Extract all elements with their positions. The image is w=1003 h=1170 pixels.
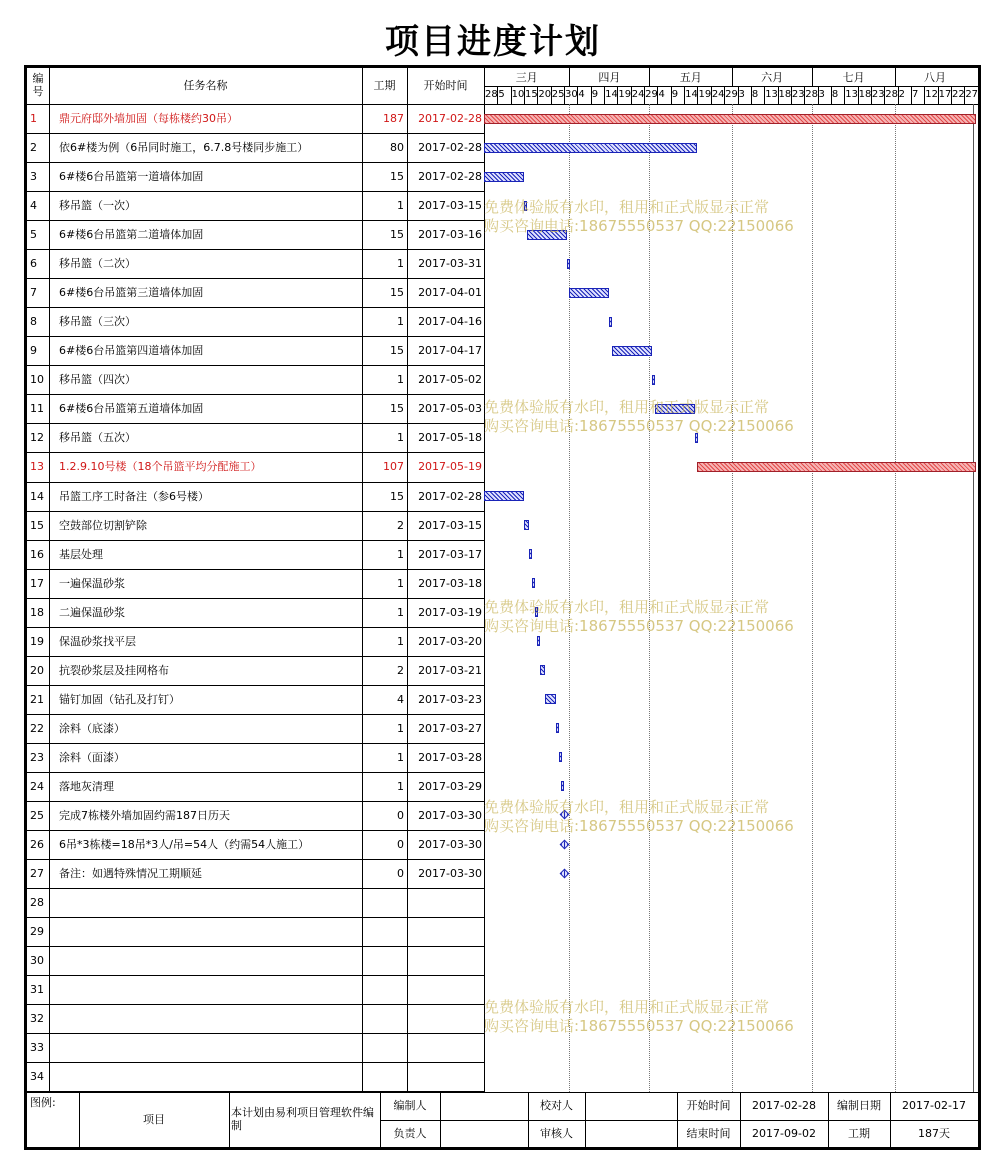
task-id: 21 <box>30 692 44 706</box>
gantt-bar <box>545 694 556 704</box>
task-start: 2017-03-18 <box>418 576 482 590</box>
task-duration: 1 <box>397 431 404 445</box>
date-value: 2017-02-17 <box>902 1099 966 1112</box>
gantt-bar <box>612 346 652 356</box>
compiler-label: 编制人 <box>393 1099 427 1112</box>
task-duration: 1 <box>397 634 404 648</box>
tick-divider <box>724 86 725 104</box>
task-name: 移吊篮（四次） <box>59 373 136 387</box>
task-name: 6#楼6台吊篮第一道墙体加固 <box>59 170 204 184</box>
task-start <box>407 975 482 1004</box>
task-duration: 4 <box>397 692 404 706</box>
tick-divider <box>751 86 752 104</box>
tick-divider <box>791 86 792 104</box>
watermark-line2: 购买咨询电话:18675550537 QQ:22150066 <box>484 817 794 835</box>
tick-label: 22 <box>951 89 965 100</box>
task-name: 移吊篮（一次） <box>59 199 136 213</box>
task-id: 5 <box>30 228 37 242</box>
tick-divider <box>671 86 672 104</box>
task-duration: 1 <box>397 315 404 329</box>
task-duration: 1 <box>397 605 404 619</box>
tick-divider <box>778 86 779 104</box>
tick-divider <box>511 86 512 104</box>
legend-item: 项目 <box>143 1113 165 1126</box>
footer-divider <box>229 1092 230 1147</box>
tick-label: 5 <box>498 89 505 100</box>
tick-divider <box>644 86 645 104</box>
tick-label: 19 <box>698 89 712 100</box>
task-start: 2017-02-28 <box>418 112 482 125</box>
tick-divider <box>631 86 632 104</box>
duration-value: 187天 <box>918 1127 950 1140</box>
tick-label: 18 <box>778 89 792 100</box>
month-gridline <box>732 104 733 1092</box>
tick-label: 8 <box>751 89 759 100</box>
task-id: 20 <box>30 663 44 677</box>
task-name: 保温砂浆找平层 <box>59 634 136 648</box>
task-name <box>59 1062 360 1091</box>
gantt-bar <box>484 143 697 153</box>
month-divider <box>812 68 813 86</box>
tick-divider <box>858 86 859 104</box>
tick-label: 25 <box>551 89 565 100</box>
tick-label: 18 <box>858 89 872 100</box>
task-name: 6#楼6台吊篮第二道墙体加固 <box>59 228 204 242</box>
tick-divider <box>764 86 765 104</box>
task-duration <box>362 1004 404 1033</box>
task-name <box>59 1033 360 1062</box>
tick-divider <box>551 86 552 104</box>
tick-divider <box>497 86 498 104</box>
tick-label: 14 <box>605 89 618 100</box>
tick-divider <box>884 86 885 104</box>
task-name <box>59 946 360 975</box>
tick-divider <box>844 86 845 104</box>
gantt-bar <box>697 462 976 472</box>
tick-label: 27 <box>965 89 979 100</box>
task-start: 2017-03-27 <box>418 721 482 735</box>
month-gridline <box>649 104 650 1092</box>
task-id: 8 <box>30 315 37 329</box>
tick-label: 12 <box>925 89 939 100</box>
tick-label: 3 <box>738 89 745 100</box>
tick-label: 23 <box>791 89 805 100</box>
task-id: 30 <box>30 954 44 968</box>
tick-divider <box>738 86 739 104</box>
task-start: 2017-05-19 <box>418 460 482 474</box>
task-start: 2017-03-20 <box>418 634 482 648</box>
tick-label: 28 <box>805 89 818 100</box>
tick-divider <box>564 86 565 104</box>
month-label: 三月 <box>515 71 538 84</box>
software-note: 本计划由易利项目管理软件编制 <box>231 1106 374 1132</box>
tick-label: 29 <box>725 89 738 100</box>
tick-divider <box>617 86 618 104</box>
task-duration: 1 <box>397 199 404 213</box>
task-id: 27 <box>30 867 44 881</box>
gantt-bar <box>559 752 562 762</box>
watermark-line2: 购买咨询电话:18675550537 QQ:22150066 <box>484 417 794 435</box>
task-start <box>407 1062 482 1091</box>
tick-label: 9 <box>671 89 679 100</box>
task-name: 6吊*3栋楼=18吊*3人/吊=54人（约需54人施工） <box>59 838 310 851</box>
task-name: 空鼓部位切割铲除 <box>59 518 147 532</box>
task-start: 2017-03-16 <box>418 228 482 242</box>
task-start <box>407 1033 482 1062</box>
tick-label: 20 <box>538 89 552 100</box>
tick-divider <box>684 86 685 104</box>
task-duration <box>362 1062 404 1091</box>
tick-divider <box>697 86 698 104</box>
gantt-bar <box>569 288 609 298</box>
task-duration: 2 <box>397 518 404 532</box>
gantt-bar <box>524 201 527 211</box>
task-start: 2017-05-03 <box>418 402 482 416</box>
task-duration <box>362 1033 404 1062</box>
task-start <box>407 1004 482 1033</box>
tick-label: 19 <box>618 89 632 100</box>
gantt-bar <box>655 404 695 414</box>
task-name: 落地灰清理 <box>59 779 114 793</box>
task-id: 23 <box>30 750 44 764</box>
date-label: 编制日期 <box>837 1099 881 1112</box>
gantt-bar <box>652 375 655 385</box>
footer-divider <box>440 1092 441 1147</box>
task-duration: 15 <box>390 170 404 184</box>
tick-label: 10 <box>511 89 525 100</box>
task-id: 14 <box>30 489 44 503</box>
task-name <box>59 1004 360 1033</box>
tick-divider <box>871 86 872 104</box>
task-name: 6#楼6台吊篮第三道墙体加固 <box>59 286 204 300</box>
tick-divider <box>591 86 592 104</box>
page-title: 项目进度计划 <box>385 22 601 62</box>
header-dur: 工期 <box>373 79 396 92</box>
task-name: 6#楼6台吊篮第五道墙体加固 <box>59 402 204 416</box>
gantt-bar <box>524 520 529 530</box>
task-duration: 1 <box>397 576 404 590</box>
gantt-bar <box>609 317 612 327</box>
task-id: 24 <box>30 779 44 793</box>
month-label: 六月 <box>761 71 784 84</box>
end-value: 2017-09-02 <box>752 1127 816 1140</box>
task-duration: 1 <box>397 721 404 735</box>
start-value: 2017-02-28 <box>752 1099 816 1112</box>
task-id: 28 <box>30 896 44 910</box>
task-id: 10 <box>30 373 44 387</box>
gantt-bar <box>484 491 524 501</box>
tick-divider <box>537 86 538 104</box>
end-label: 结束时间 <box>686 1127 731 1140</box>
tick-label: 4 <box>578 89 585 100</box>
tick-label: 23 <box>871 89 885 100</box>
task-start: 2017-05-02 <box>418 373 482 387</box>
task-id: 34 <box>30 1070 44 1084</box>
task-name: 锚钉加固（钻孔及打钉） <box>59 692 180 706</box>
tick-label: 13 <box>845 89 858 100</box>
gantt-bar <box>529 549 532 559</box>
tick-divider <box>911 86 912 104</box>
task-name: 一遍保温砂浆 <box>59 576 125 590</box>
watermark-line1: 免费体验版有水印，租用和正式版显示正常 <box>484 598 770 616</box>
task-id: 22 <box>30 721 44 735</box>
task-name: 移吊篮（三次） <box>59 315 136 329</box>
task-id: 7 <box>30 286 37 300</box>
header-name: 任务名称 <box>183 79 228 92</box>
task-start: 2017-03-30 <box>418 867 482 881</box>
task-start: 2017-05-18 <box>418 431 482 445</box>
task-start <box>407 946 482 975</box>
tick-label: 8 <box>831 89 839 100</box>
legend-label: 图例: <box>30 1096 56 1109</box>
header-idx: 编号 <box>32 72 44 98</box>
task-start: 2017-03-31 <box>418 257 482 271</box>
month-divider <box>649 68 650 86</box>
task-name: 涂料（面漆） <box>59 750 125 764</box>
tick-divider <box>524 86 525 104</box>
task-duration: 1 <box>397 547 404 561</box>
task-id: 16 <box>30 547 44 561</box>
tick-label: 15 <box>525 89 538 100</box>
owner-label: 负责人 <box>393 1127 427 1140</box>
checker-label: 校对人 <box>540 1099 573 1112</box>
task-id: 29 <box>30 925 44 939</box>
task-name: 依6#楼为例（6吊同时施工，6.7.8号楼同步施工） <box>59 141 309 155</box>
task-name <box>59 917 360 946</box>
tick-label: 29 <box>645 89 658 100</box>
task-duration <box>362 975 404 1004</box>
task-duration: 0 <box>397 808 404 822</box>
task-duration: 15 <box>390 344 404 358</box>
task-duration: 1 <box>397 750 404 764</box>
task-id: 31 <box>30 983 44 997</box>
task-start: 2017-03-17 <box>418 547 482 561</box>
tick-label: 28 <box>885 89 898 100</box>
task-id: 25 <box>30 808 44 822</box>
tick-divider <box>951 86 952 104</box>
tick-label: 28 <box>485 89 498 100</box>
task-name: 完成7栋楼外墙加固约需187日历天 <box>59 808 230 822</box>
task-id: 33 <box>30 1041 44 1055</box>
task-id: 9 <box>30 344 37 358</box>
task-id: 4 <box>30 199 37 213</box>
month-gridline <box>569 104 570 1092</box>
tick-divider <box>818 86 819 104</box>
task-duration: 1 <box>397 779 404 793</box>
start-label: 开始时间 <box>686 1099 731 1112</box>
month-divider <box>569 68 570 86</box>
tick-divider <box>924 86 925 104</box>
task-duration: 187 <box>383 112 404 125</box>
task-start: 2017-03-15 <box>418 518 482 532</box>
tick-label: 3 <box>818 89 825 100</box>
task-name: 涂料（底漆） <box>59 721 125 735</box>
month-gridline <box>812 104 813 1092</box>
task-name: 吊篮工序工时备注（参6号楼） <box>59 489 209 503</box>
watermark-line1: 免费体验版有水印，租用和正式版显示正常 <box>484 998 770 1016</box>
task-start <box>407 917 482 946</box>
task-duration: 0 <box>397 838 404 851</box>
gantt-bar <box>484 114 976 124</box>
task-start: 2017-03-29 <box>418 779 482 793</box>
tick-divider <box>831 86 832 104</box>
task-duration: 107 <box>383 460 404 474</box>
tick-divider <box>577 86 578 104</box>
task-duration <box>362 888 404 917</box>
task-duration: 80 <box>390 141 404 155</box>
tick-label: 24 <box>631 89 645 100</box>
task-id: 11 <box>30 402 44 416</box>
tick-divider <box>964 86 965 104</box>
task-start: 2017-04-01 <box>418 286 482 300</box>
task-name: 鼎元府邸外墙加固（每栋楼约30吊） <box>59 112 238 125</box>
gantt-bar <box>561 781 564 791</box>
task-id: 3 <box>30 170 37 184</box>
task-duration <box>362 917 404 946</box>
task-name: 二遍保温砂浆 <box>59 605 125 619</box>
tick-divider <box>898 86 899 104</box>
month-label: 五月 <box>679 71 702 84</box>
watermark-line2: 购买咨询电话:18675550537 QQ:22150066 <box>484 217 794 235</box>
task-start: 2017-03-21 <box>418 663 482 677</box>
task-duration: 15 <box>390 228 404 242</box>
tick-label: 24 <box>711 89 725 100</box>
tick-divider <box>711 86 712 104</box>
reviewer-label: 审核人 <box>540 1127 573 1140</box>
tick-label: 4 <box>658 89 665 100</box>
gantt-bar <box>567 259 570 269</box>
task-id: 15 <box>30 518 44 532</box>
watermark-line2: 购买咨询电话:18675550537 QQ:22150066 <box>484 1017 794 1035</box>
month-gridline <box>895 104 896 1092</box>
task-start: 2017-03-23 <box>418 692 482 706</box>
task-duration: 15 <box>390 489 404 503</box>
task-duration: 15 <box>390 286 404 300</box>
task-name: 移吊篮（五次） <box>59 431 136 445</box>
task-id: 19 <box>30 634 44 648</box>
task-start: 2017-04-17 <box>418 344 482 358</box>
task-start: 2017-02-28 <box>418 141 482 155</box>
task-start: 2017-03-30 <box>418 808 482 822</box>
gantt-bar <box>484 172 524 182</box>
watermark-line2: 购买咨询电话:18675550537 QQ:22150066 <box>484 617 794 635</box>
chart-end-line <box>973 104 974 1092</box>
task-name: 移吊篮（二次） <box>59 257 136 271</box>
task-start <box>407 888 482 917</box>
tick-label: 30 <box>565 89 578 100</box>
task-duration: 2 <box>397 663 404 677</box>
tick-label: 17 <box>938 89 952 100</box>
tick-label: 9 <box>591 89 599 100</box>
task-start: 2017-03-30 <box>418 838 482 851</box>
task-id: 32 <box>30 1012 44 1026</box>
watermark-line1: 免费体验版有水印，租用和正式版显示正常 <box>484 798 770 816</box>
column-divider <box>484 68 485 1092</box>
month-label: 八月 <box>923 71 946 84</box>
gantt-bar <box>695 433 698 443</box>
task-name: 基层处理 <box>59 547 103 561</box>
task-name <box>59 888 360 917</box>
watermark-line1: 免费体验版有水印，租用和正式版显示正常 <box>484 398 770 416</box>
month-divider <box>732 68 733 86</box>
tick-label: 14 <box>685 89 698 100</box>
header-mid-line <box>484 86 978 87</box>
task-name: 备注：如遇特殊情况工期顺延 <box>59 867 202 881</box>
footer-divider <box>585 1092 586 1147</box>
task-name: 1.2.9.10号楼（18个吊篮平均分配施工） <box>59 460 262 474</box>
tick-label: 2 <box>898 89 905 100</box>
gantt-bar <box>540 665 545 675</box>
task-start: 2017-03-28 <box>418 750 482 764</box>
header-start: 开始时间 <box>423 79 468 92</box>
column-divider <box>49 68 50 1092</box>
task-duration: 1 <box>397 257 404 271</box>
task-start: 2017-03-15 <box>418 199 482 213</box>
task-id: 17 <box>30 576 44 590</box>
task-duration: 15 <box>390 402 404 416</box>
task-id: 12 <box>30 431 44 445</box>
month-divider <box>895 68 896 86</box>
task-name: 抗裂砂浆层及挂网格布 <box>59 663 169 677</box>
task-duration: 1 <box>397 373 404 387</box>
task-name <box>59 975 360 1004</box>
tick-divider <box>938 86 939 104</box>
task-name: 6#楼6台吊篮第四道墙体加固 <box>59 344 204 358</box>
task-start: 2017-02-28 <box>418 489 482 503</box>
tick-divider <box>604 86 605 104</box>
gantt-bar <box>556 723 559 733</box>
task-id: 6 <box>30 257 37 271</box>
duration-label: 工期 <box>848 1127 870 1140</box>
task-start: 2017-02-28 <box>418 170 482 184</box>
month-label: 四月 <box>598 71 621 84</box>
task-start: 2017-03-19 <box>418 605 482 619</box>
tick-label: 7 <box>911 89 919 100</box>
gantt-bar <box>532 578 535 588</box>
task-duration <box>362 946 404 975</box>
tick-divider <box>657 86 658 104</box>
gantt-bar <box>535 607 538 617</box>
tick-divider <box>804 86 805 104</box>
task-id: 18 <box>30 605 44 619</box>
task-id: 26 <box>30 838 44 851</box>
watermark-line1: 免费体验版有水印，租用和正式版显示正常 <box>484 198 770 216</box>
task-id: 13 <box>30 460 44 474</box>
month-label: 七月 <box>842 71 865 84</box>
gantt-bar <box>537 636 540 646</box>
tick-label: 13 <box>765 89 778 100</box>
task-duration: 0 <box>397 867 404 881</box>
task-id: 2 <box>30 141 37 155</box>
task-id: 1 <box>30 112 37 125</box>
gantt-bar <box>527 230 567 240</box>
task-start: 2017-04-16 <box>418 315 482 329</box>
